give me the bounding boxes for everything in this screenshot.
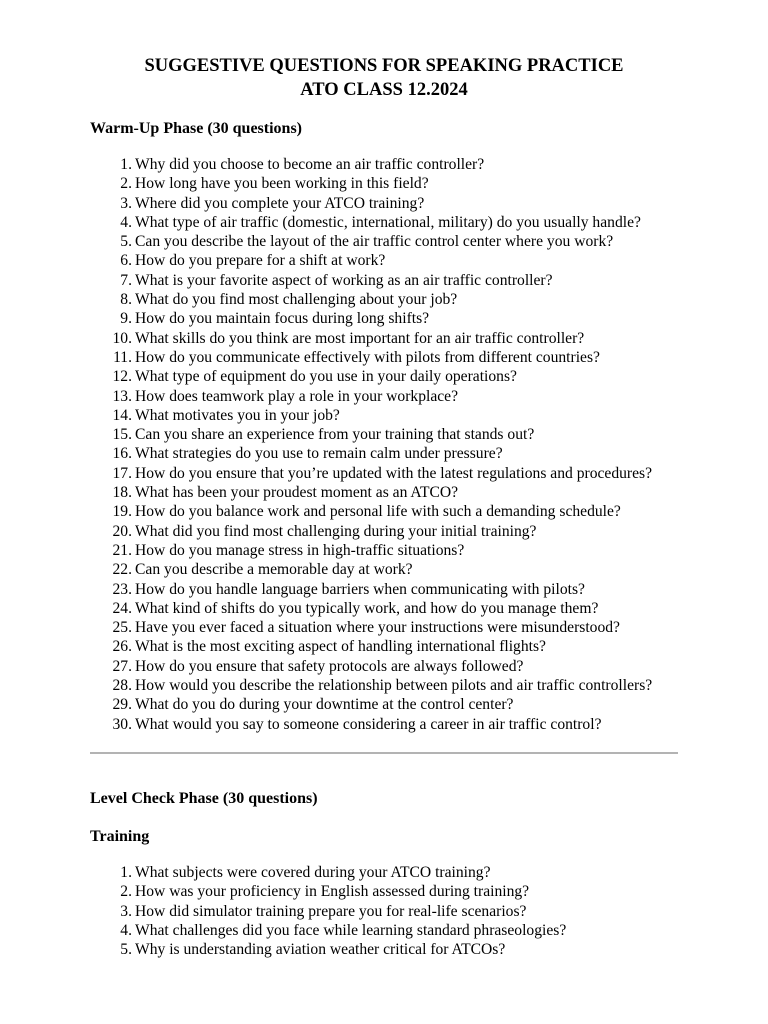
question-number: 23. [112, 580, 132, 598]
question-text: What did you find most challenging during your initial training? [135, 522, 537, 540]
question-number: 15. [112, 426, 132, 444]
question-number: 24. [112, 599, 132, 617]
question-text: Can you share an experience from your training that stands out? [135, 426, 535, 444]
section-divider [90, 752, 678, 754]
question-item [0, 290, 768, 309]
question-text: What motivates you in your job? [135, 406, 340, 424]
question-item [0, 194, 768, 213]
question-text: What has been your proudest moment as an ATCO? [135, 484, 459, 502]
question-item [0, 406, 768, 425]
question-text: How long have you been working in this field? [135, 175, 429, 193]
question-item [0, 882, 768, 901]
document-title: SUGGESTIVE QUESTIONS FOR SPEAKING PRACTICE [144, 56, 624, 76]
question-text: What kind of shifts do you typically work, and how do you manage them? [135, 599, 599, 617]
question-item [0, 560, 768, 579]
question-item [0, 309, 768, 328]
question-item [0, 637, 768, 656]
question-text: What do you do during your downtime at the control center? [135, 696, 514, 714]
question-number: 30. [112, 715, 132, 733]
question-text: How would you describe the relationship between pilots and air traffic controllers? [135, 677, 653, 695]
question-item [0, 387, 768, 406]
question-text: Have you ever faced a situation where your instructions were misunderstood? [135, 619, 620, 637]
question-number: 25. [112, 619, 132, 637]
question-number: 16. [112, 445, 132, 463]
question-text: How do you maintain focus during long shifts? [135, 310, 430, 328]
question-text: What skills do you think are most important for an air traffic controller? [135, 329, 585, 347]
question-item [0, 464, 768, 483]
question-number: 21. [112, 541, 132, 559]
question-item [0, 618, 768, 637]
question-number: 3. [120, 902, 132, 920]
question-number: 1. [120, 864, 132, 881]
question-text: What do you find most challenging about your job? [135, 291, 458, 309]
question-number: 2. [120, 883, 132, 901]
question-item [0, 367, 768, 386]
question-number: 28. [112, 677, 132, 695]
question-number: 29. [112, 696, 132, 714]
question-item [0, 599, 768, 618]
question-item [0, 541, 768, 560]
question-item [0, 676, 768, 695]
question-text: How do you ensure that you’re updated with the latest regulations and procedures? [135, 464, 653, 482]
question-item [0, 902, 768, 921]
question-item [0, 695, 768, 714]
document-subtitle: ATO CLASS 12.2024 [300, 80, 468, 100]
question-text: What subjects were covered during your ATCO training? [135, 864, 491, 881]
question-text: What is the most exciting aspect of handling international flights? [135, 638, 546, 656]
question-number: 18. [112, 484, 132, 502]
question-number: 2. [120, 175, 132, 193]
question-item [0, 329, 768, 348]
question-item [0, 715, 768, 734]
warmup-heading: Warm-Up Phase (30 questions) [90, 120, 303, 137]
question-number: 4. [120, 213, 132, 231]
question-number: 5. [120, 941, 132, 959]
training-question-list [0, 863, 768, 959]
question-number: 13. [112, 387, 132, 405]
warmup-question-list [0, 155, 768, 734]
question-number: 22. [112, 561, 132, 579]
question-text: Can you describe a memorable day at work? [135, 561, 413, 579]
question-item [0, 483, 768, 502]
question-item [0, 444, 768, 463]
training-subheading: Training [90, 828, 150, 845]
question-text: Why did you choose to become an air traffic controller? [135, 156, 485, 173]
question-text: What type of air traffic (domestic, international, military) do you usually handle? [135, 213, 641, 231]
question-text: How do you prepare for a shift at work? [135, 252, 386, 270]
question-number: 4. [120, 921, 132, 939]
question-text: How do you ensure that safety protocols are always followed? [135, 657, 524, 675]
question-text: Where did you complete your ATCO training? [135, 194, 425, 212]
question-item [0, 522, 768, 541]
question-number: 6. [120, 252, 132, 270]
question-number: 10. [112, 329, 132, 347]
question-item [0, 251, 768, 270]
question-item [0, 657, 768, 676]
question-number: 3. [120, 194, 132, 212]
question-number: 14. [112, 406, 132, 424]
question-item [0, 863, 768, 882]
question-text: How do you manage stress in high-traffic situations? [135, 541, 465, 559]
question-number: 7. [120, 271, 132, 289]
question-text: What challenges did you face while learning standard phraseologies? [135, 921, 567, 939]
question-number: 1. [120, 156, 132, 173]
question-number: 26. [112, 638, 132, 656]
question-number: 20. [112, 522, 132, 540]
question-item [0, 213, 768, 232]
question-text: What strategies do you use to remain calm under pressure? [135, 445, 503, 463]
question-number: 17. [112, 464, 132, 482]
question-item [0, 348, 768, 367]
question-item [0, 271, 768, 290]
question-number: 12. [112, 368, 132, 386]
question-text: How do you handle language barriers when communicating with pilots? [135, 580, 585, 598]
question-item [0, 174, 768, 193]
question-number: 11. [113, 348, 132, 366]
levelcheck-heading: Level Check Phase (30 questions) [90, 790, 318, 807]
question-number: 8. [120, 291, 132, 309]
question-text: How do you communicate effectively with pilots from different countries? [135, 348, 600, 366]
question-text: How did simulator training prepare you for real-life scenarios? [135, 902, 527, 920]
question-text: How was your proficiency in English assessed during training? [135, 883, 530, 901]
question-number: 5. [120, 233, 132, 251]
question-item [0, 232, 768, 251]
question-text: What would you say to someone considering a career in air traffic control? [135, 715, 602, 733]
question-number: 27. [112, 657, 132, 675]
question-item [0, 921, 768, 940]
question-item [0, 502, 768, 521]
question-text: How does teamwork play a role in your workplace? [135, 387, 459, 405]
question-item [0, 155, 768, 174]
question-text: What type of equipment do you use in your daily operations? [135, 368, 517, 386]
question-text: How do you balance work and personal life with such a demanding schedule? [135, 503, 621, 521]
question-text: What is your favorite aspect of working as an air traffic controller? [135, 271, 553, 289]
question-text: Why is understanding aviation weather critical for ATCOs? [135, 941, 506, 959]
question-item [0, 580, 768, 599]
question-number: 19. [112, 503, 132, 521]
question-item [0, 940, 768, 959]
question-text: Can you describe the layout of the air traffic control center where you work? [135, 233, 614, 251]
question-item [0, 425, 768, 444]
question-number: 9. [120, 310, 132, 328]
